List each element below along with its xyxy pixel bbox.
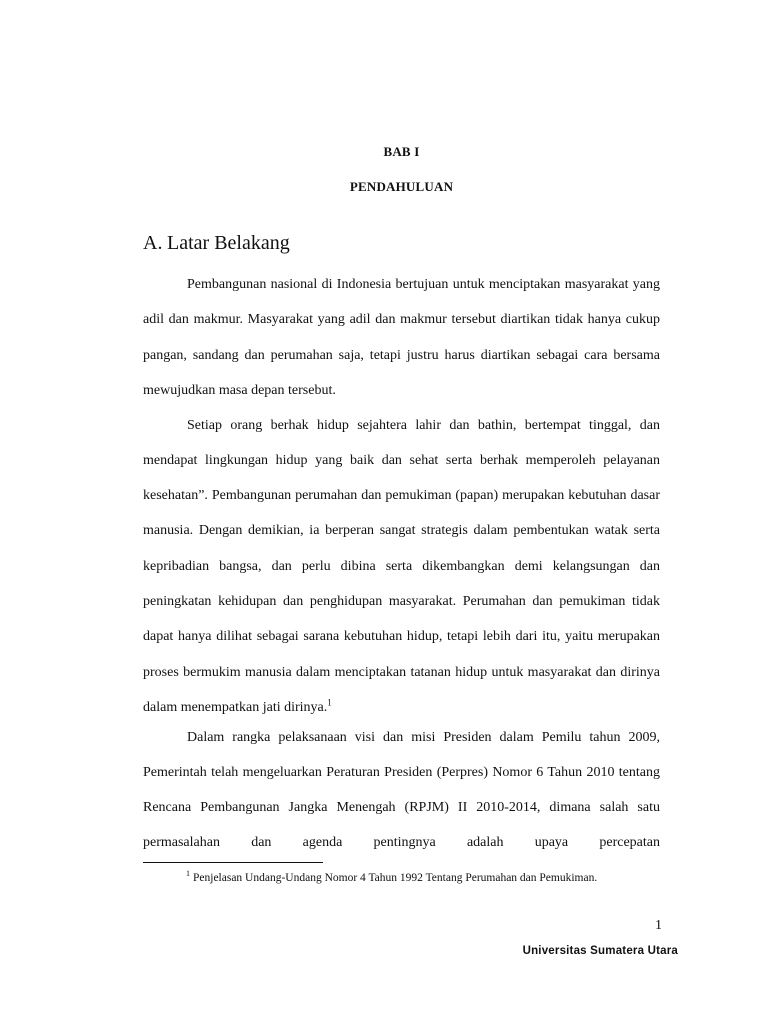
page-number: 1 — [655, 918, 662, 933]
body-paragraph — [143, 408, 660, 726]
footnote-divider — [143, 862, 323, 863]
body-paragraph: Dalam rangka pelaksanaan visi dan misi Presiden dalam Pemilu tahun 2009, Pemerintah telah mengeluarkan Peraturan Presiden (Perpres) Nomor 6 Tahun 2010 tentang Rencana Pembangunan Jangka Menengah (RPJM) II 2010-2014, dimana salah satu permasalahan dan agenda pentingnya adalah upaya percepatan — [143, 729, 660, 851]
footnote-number: 1 — [186, 869, 190, 879]
section-title: Latar Belakang — [167, 232, 290, 254]
body-paragraph: Pembangunan nasional di Indonesia bertujuan untuk menciptakan masyarakat yang adil dan makmur. Masyarakat yang adil dan makmur tersebut diartikan tidak hanya cukup pangan, sandang dan perumahan saja, tetapi justru harus diartikan sebagai cara bersama mewujudkan masa depan tersebut. — [143, 277, 660, 398]
body-paragraph-1-container — [143, 267, 660, 408]
body-paragraph-2-container — [143, 408, 660, 726]
university-footer: Universitas Sumatera Utara — [522, 945, 678, 957]
body-paragraph-3-container — [143, 720, 660, 861]
chapter-title: PENDAHULUAN — [349, 179, 454, 194]
paragraph-text: Setiap orang berhak hidup sejahtera lahir dan bathin, bertempat tinggal, dan mendapat lingkungan hidup yang baik dan sehat serta berhak memperoleh pelayanan kesehatan”. Pembangunan perumahan dan pemukiman (papan) merupakan kebutuhan dasar manusia. Dengan demikian, ia berperan sangat strategis dalam pembentukan watak serta kepribadian bangsa, dan perlu dibina serta dikembangkan demi kelangsungan dan peningkatan kehidupan dan penghidupan masyarakat. Perumahan dan pemukiman tidak dapat hanya dilihat sebagai sarana kebutuhan hidup, tetapi lebih dari itu, yaitu merupakan proses bermukim manusia dalam menciptakan tatanan hidup untuk masyarakat dan dirinya dalam menempatkan jati dirinya. — [143, 417, 660, 715]
chapter-number: BAB I — [383, 144, 420, 159]
footnote-text: Penjelasan Undang-Undang Nomor 4 Tahun 1992 Tentang Perumahan dan Pemukiman. — [193, 872, 598, 884]
section-heading — [143, 231, 290, 255]
section-letter: A. — [143, 232, 163, 254]
footnote-reference[interactable]: 1 — [327, 697, 332, 708]
footnote — [186, 870, 597, 886]
